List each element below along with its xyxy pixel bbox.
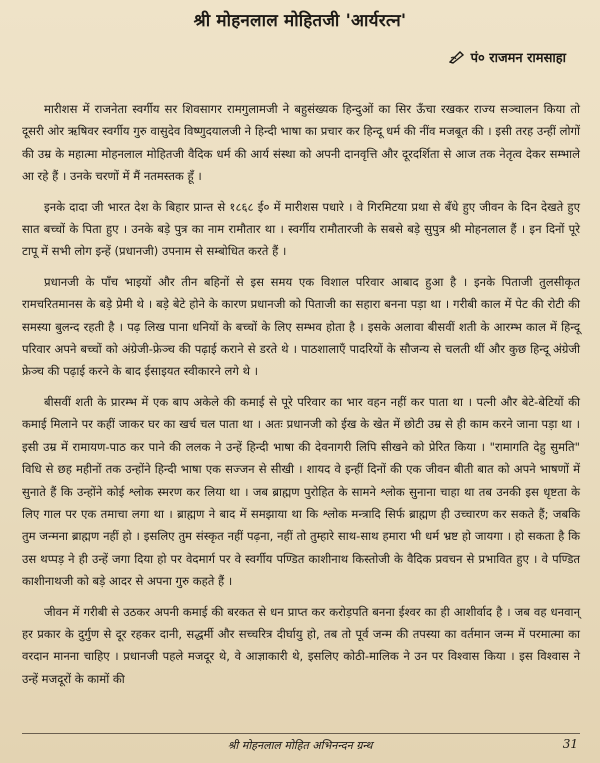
- paragraph-3: प्रधानजी के पाँच भाइयों और तीन बहिनों से इस समय एक विशाल परिवार आबाद हुआ है । इनके पिताजी तुलसीकृत रामचरितमानस के बड़े प्रेमी थे । बड़े बेटे होने के कारण प्रधानजी को पिताजी का सहारा बनना पड़ा था । गरीबी काल में पेट की रोटी की समस्या बुलन्द रहती है । पढ़ लिख पाना धनियों के बच्चों के लिए सम्भव होता है । इसके अलावा बीसवीं शती के आरम्भ काल में हिन्दू परिवार अपने बच्चों को अंग्रेजी-फ्रेञ्च की पढ़ाई कराने से डरते थे । पाठशालाएँ पादरियों के सौजन्य से चलती थीं और कुछ हिन्दू अंग्रेजी फ्रेञ्च की पढ़ाई करने के बाद ईसाइयत स्वीकारने लगे थे ।: [22, 274, 580, 379]
- article-body: [22, 98, 580, 698]
- paragraph-5: जीवन में गरीबी से उठकर अपनी कमाई की बरकत से धन प्राप्त कर करोड़पति बनना ईश्वर का ही आशीर्वाद है । जब वह धनवान् हर प्रकार के दुर्गुण से दूर रहकर दानी, सद्धर्मी और सच्चरित्र दीर्घायु हो, तब तो पूर्व जन्म की तपस्या का वर्तमान जन्म में परमात्मा का वरदान मानना चाहिए । प्रधानजी पहले मजदूर थे, वे आज्ञाकारी थे, इसलिए कोठी-मालिक ने उन पर विश्वास किया । इस विश्वास ने उन्हें मजदूरों के कामों की: [22, 604, 580, 686]
- page-number: 31: [562, 737, 578, 751]
- running-footer: श्री मोहनलाल मोहित अभिनन्दन ग्रन्थ: [227, 739, 373, 752]
- author-name: पं० राजमन रामसाहा: [470, 51, 566, 66]
- page-title: श्री मोहनलाल मोहितजी 'आर्यरत्न': [193, 11, 407, 31]
- pen-hand-icon: [449, 50, 465, 64]
- author-line: [449, 48, 566, 66]
- paragraph-4: बीसवीं शती के प्रारम्भ में एक बाप अकेले की कमाई से पूरे परिवार का भार वहन नहीं कर पाता था । पत्नी और बेटे-बेटियों की कमाई मिलाने पर कहीं जाकर घर का खर्च चल पाता था । अतः प्रधानजी को ईख के खेत में छोटी उम्र से ही काम करने जाना पड़ा था । इसी उम्र में रामायण-पाठ कर पाने की ललक ने उन्हें हिन्दी भाषा की देवनागरी लिपि सीखने को प्रेरित किया । "रामागति देहु सुमति" विधि से छह महीनों तक उन्होंने हिन्दी भाषा एक सज्जन से सीखी । शायद वे इन्हीं दिनों की एक जीवन बीती बात को अपने भाषणों में सुनाते हैं कि उन्होंने कोई श्लोक स्मरण कर लिया था । जब ब्राह्मण पुरोहित के सामने श्लोक सुनाना चाहा था तब उनकी इस धृष्टता के लिए गाल पर एक तमाचा लगा था । ब्राह्मण ने बाद में समझाया था कि श्लोक मन्त्रादि सिर्फ ब्राह्मण ही उच्चारण कर सकते हैं; जबकि तुम जन्मना ब्राह्मण नहीं हो । इसलिए तुम संस्कृत नहीं पढ़ना, नहीं तो तुम्हारे साथ-साथ हमारा भी धर्म भ्रष्ट हो जायगा । हो सकता है कि उस थप्पड़ ने ही उन्हें जगा दिया हो पर वेदमार्ग पर वे स्वर्गीय पण्डित काशीनाथ किस्तोजी के वैदिक प्रवचन से प्रभावित हुए । वे पण्डित काशीनाथजी को बड़े आदर से अपना गुरु कहते हैं ।: [22, 394, 581, 589]
- footer-divider: [22, 733, 580, 734]
- paragraph-2: इनके दादा जी भारत देश के बिहार प्रान्त से १८६८ ई० में मारीशस पधारे । वे गिरमिटया प्रथा से बँधे हुए जीवन के दिन देखते हुए सात बच्चों के पिता हुए । उनके बड़े पुत्र का नाम रामौतार था । स्वर्गीय रामौतारजी के सबसे बड़े सुपुत्र श्री मोहनलाल हैं । इन दिनों पूरे टापू में सभी लोग इन्हें (प्रधानजी) उपनाम से सम्बोधित करते हैं ।: [22, 199, 580, 259]
- paragraph-1: मारीशस में राजनेता स्वर्गीय सर शिवसागर रामगुलामजी ने बहुसंख्यक हिन्दुओं का सिर ऊँचा रखकर राज्य सञ्चालन किया तो दूसरी ओर ऋषिवर स्वर्गीय गुरु वासुदेव विष्णुदयालजी ने हिन्दी भाषा का प्रचार कर हिन्दू धर्म की नींव मजबूत की । इसी तरह उन्हीं लोगों की उम्र के महात्मा मोहनलाल मोहितजी वैदिक धर्म की आर्य संस्था को अपनी दानवृत्ति और दूरदर्शिता से आज तक नेतृत्व देकर सम्भाले आ रहे हैं । उनके चरणों में मैं नतमस्तक हूँ ।: [22, 102, 580, 184]
